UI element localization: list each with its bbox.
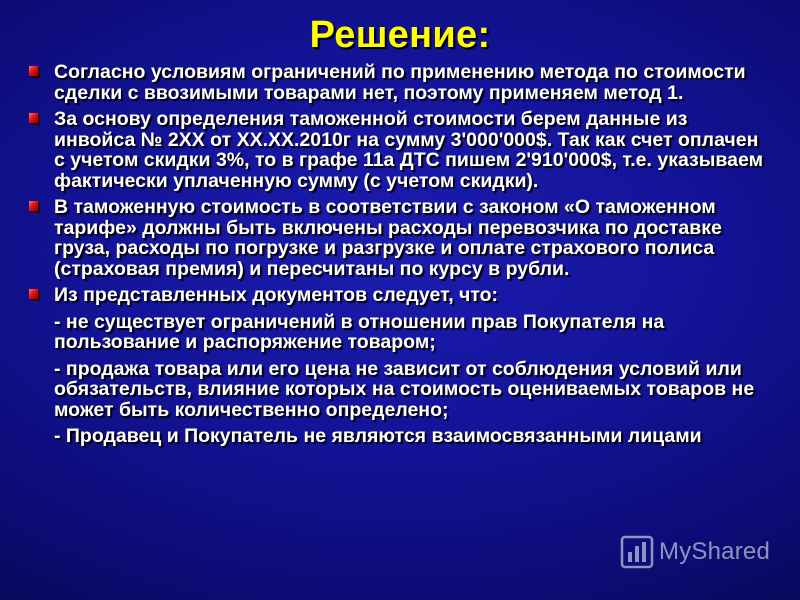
red-square-bullet-icon [29, 113, 38, 123]
bullet-text: Согласно условиям ограничений по применению метода по стоимости сделки с ввозимыми товарами нет, поэтому применяем метод 1. [54, 61, 746, 104]
sub-item-text: - продажа товара или его цена не зависит от соблюдения условий или обязательств, влияние которых на стоимость оцениваемых товаров не может быть количественно определено; [54, 357, 755, 421]
sub-item [28, 359, 768, 421]
slide-title: Решение: [309, 14, 491, 56]
sub-item [28, 312, 768, 353]
red-square-bullet-icon [29, 66, 38, 76]
bullet-item [28, 62, 768, 103]
red-square-bullet-icon [29, 201, 38, 211]
watermark-text: MyShared [659, 538, 770, 565]
red-square-bullet-icon [29, 289, 38, 299]
bullet-text: За основу определения таможенной стоимости берем данные из инвойса № 2ХХ от ХХ.ХХ.2010г на сумму 3'000'000$. Так как счет оплачен с учетом скидки 3%, то в графе 11а ДТС пишем 2'910'000$, т.е. указываем фактически уплаченную сумму (с учетом скидки). [54, 108, 763, 192]
sub-item-text: - Продавец и Покупатель не являются взаимосвязанными лицами [54, 425, 702, 447]
bullet-text: Из представленных документов следует, что: [54, 284, 499, 306]
watermark [619, 534, 770, 570]
myshared-logo-icon [619, 534, 655, 570]
bullet-item [28, 197, 768, 279]
bullet-item [28, 285, 768, 306]
slide-content [28, 62, 768, 453]
sub-item-text: - не существует ограничений в отношении прав Покупателя на пользование и распоряжение товаром; [54, 310, 665, 353]
sub-item [28, 426, 768, 447]
bullet-text: В таможенную стоимость в соответствии с законом «О таможенном тарифе» должны быть включены расходы перевозчика по доставке груза, расходы по погрузке и разгрузке и оплате страхового полиса (страховая премия) и пересчитаны по курсу в рубли. [54, 196, 722, 280]
bullet-item [28, 109, 768, 191]
